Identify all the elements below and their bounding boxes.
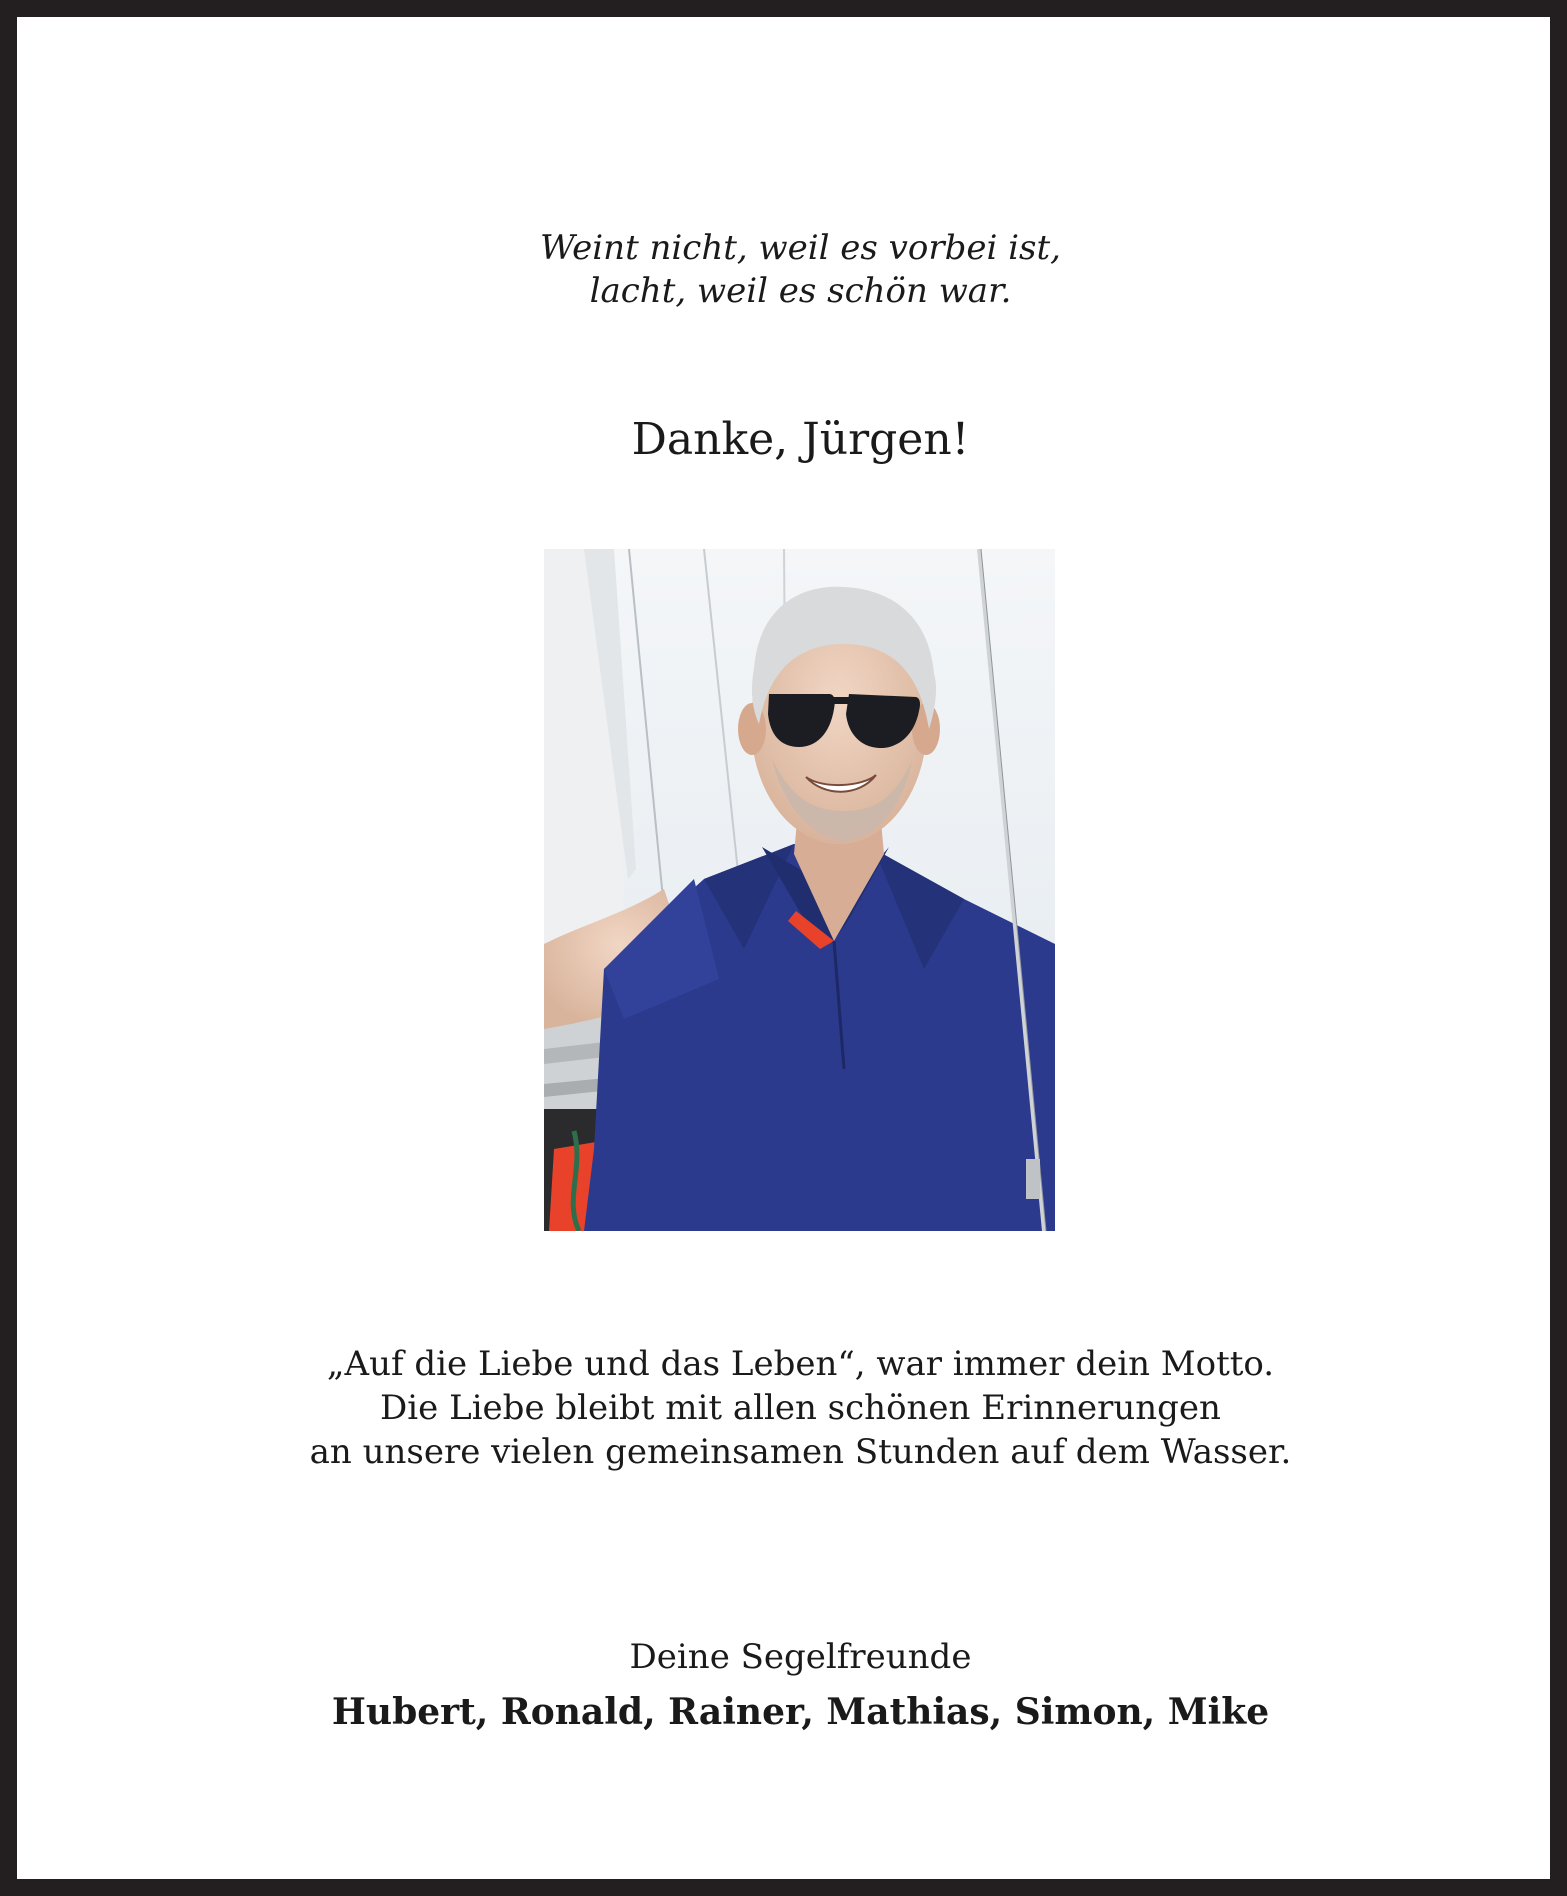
signatory-names: Hubert, Ronald, Rainer, Mathias, Simon, Mike	[331, 1691, 1270, 1733]
portrait-photo	[544, 549, 1055, 1231]
motto-text	[17, 1342, 1567, 1474]
quote-line-1: Weint nicht, weil es vorbei ist,	[540, 228, 1061, 268]
motto-line-2: Die Liebe bleibt mit allen schönen Erinnerungen	[380, 1388, 1221, 1428]
motto-line-1: „Auf die Liebe und das Leben“, war immer dein Motto.	[326, 1344, 1275, 1384]
signoff: Deine Segelfreunde	[629, 1637, 972, 1677]
headline: Danke, Jürgen!	[631, 414, 970, 465]
motto-line-3: an unsere vielen gemeinsamen Stunden auf dem Wasser.	[309, 1432, 1292, 1472]
opening-quote	[17, 227, 1567, 313]
quote-line-2: lacht, weil es schön war.	[589, 271, 1012, 311]
